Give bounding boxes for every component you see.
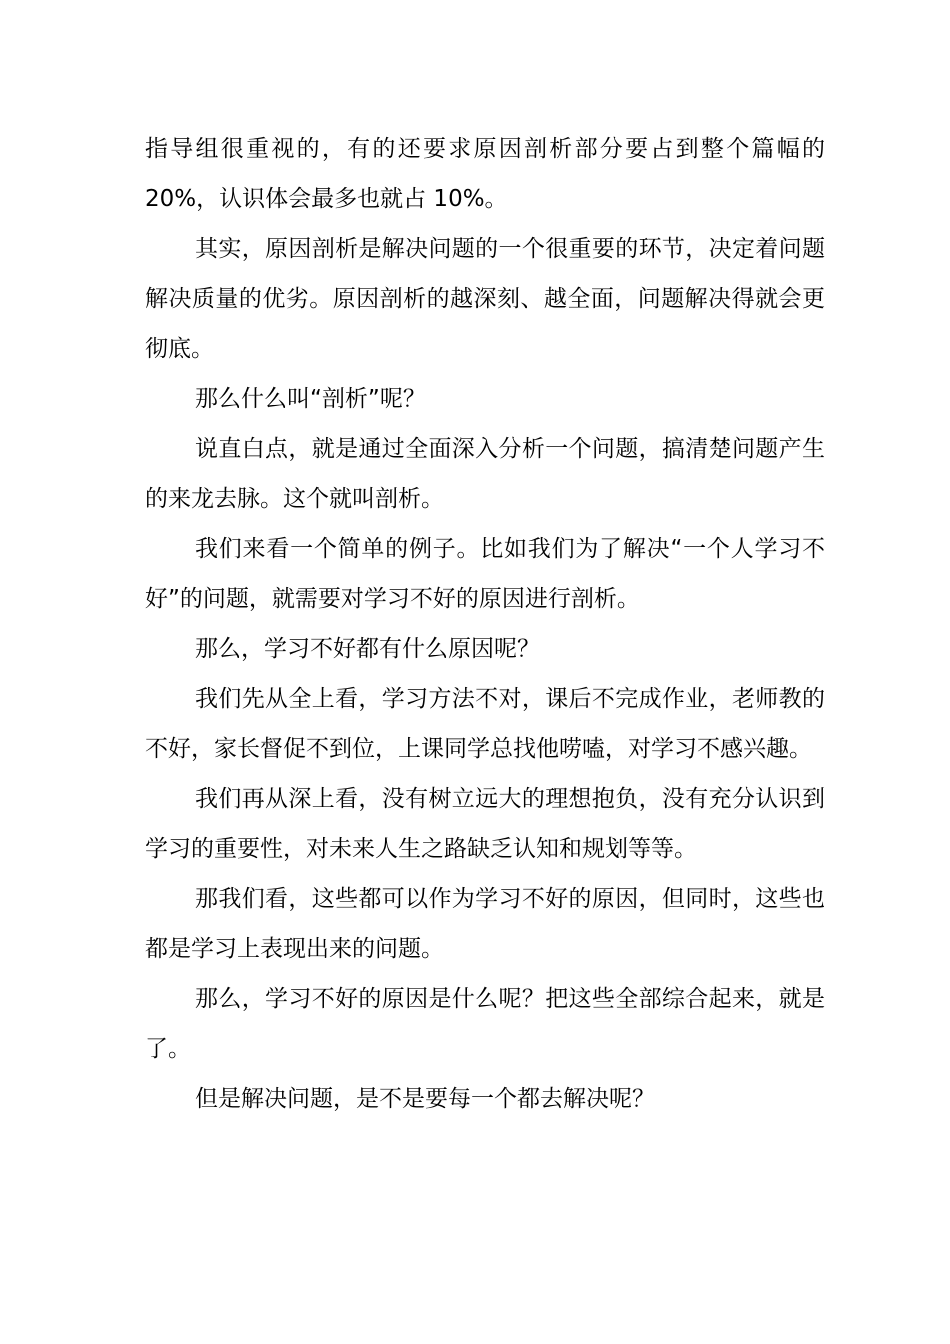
paragraph-7: 我们先从全上看，学习方法不对，课后不完成作业，老师教的不好，家长督促不到位，上课同学总找他唠嗑，对学习不感兴趣。 [145, 686, 825, 762]
paragraph-1: 指导组很重视的，有的还要求原因剖析部分要占到整个篇幅的 20%，认识体会最多也就占 10%。 [145, 136, 825, 212]
paragraph-4: 说直白点，就是通过全面深入分析一个问题，搞清楚问题产生的来龙去脉。这个就叫剖析。 [145, 436, 825, 512]
paragraph-2: 其实，原因剖析是解决问题的一个很重要的环节，决定着问题解决质量的优劣。原因剖析的越深刻、越全面，问题解决得就会更彻底。 [145, 236, 825, 362]
paragraph-3: 那么什么叫“剖析”呢？ [195, 386, 426, 412]
paragraph-8: 我们再从深上看，没有树立远大的理想抱负，没有充分认识到学习的重要性，对未来人生之路缺乏认知和规划等等。 [145, 786, 825, 862]
document-body [145, 124, 825, 1124]
paragraph-11: 但是解决问题，是不是要每一个都去解决呢？ [195, 1086, 655, 1112]
paragraph-5: 我们来看一个简单的例子。比如我们为了解决“一个人学习不好”的问题，就需要对学习不好的原因进行剖析。 [145, 536, 825, 612]
paragraph-6: 那么，学习不好都有什么原因呢？ [195, 636, 540, 662]
paragraph-9: 那我们看，这些都可以作为学习不好的原因，但同时，这些也都是学习上表现出来的问题。 [145, 886, 825, 962]
paragraph-10: 那么，学习不好的原因是什么呢？把这些全部综合起来，就是了。 [145, 986, 825, 1062]
